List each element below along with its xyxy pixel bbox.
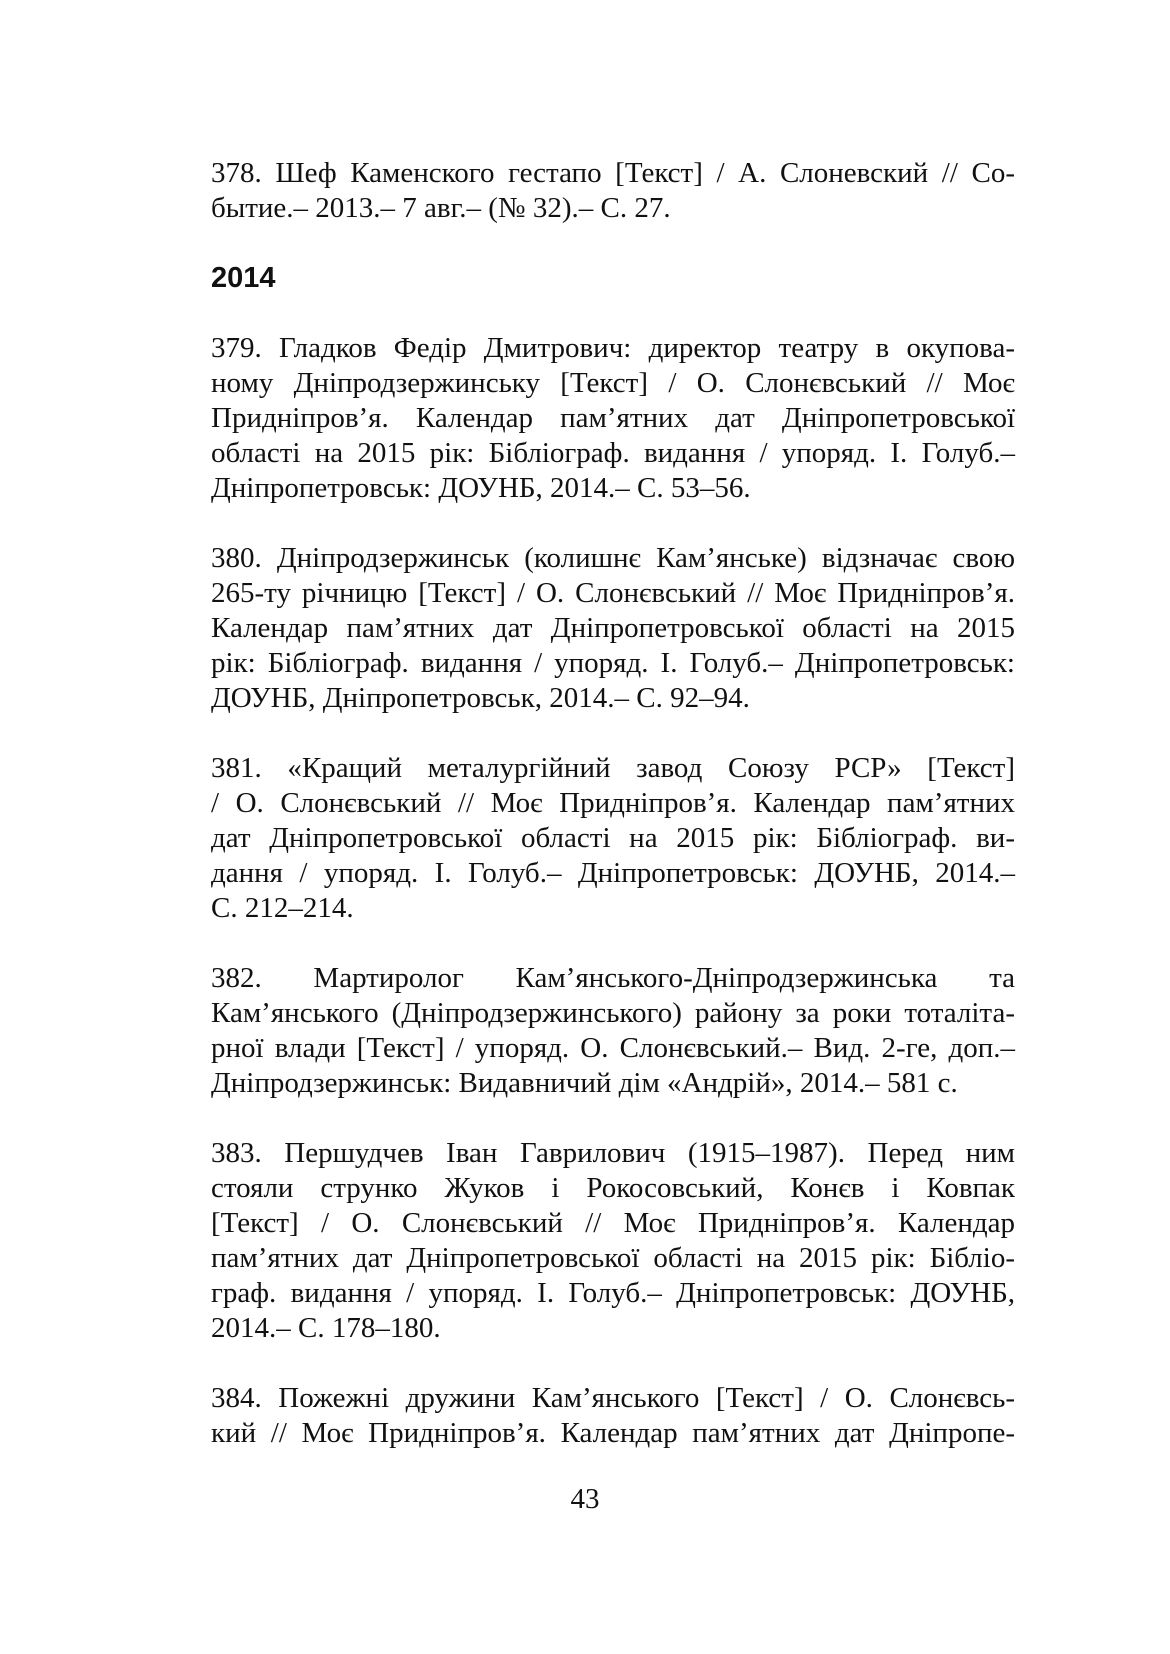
entry-line: бытие.– 2013.– 7 авг.– (№ 32).– С. 27.	[211, 192, 671, 224]
entry-line: Дніпропетровськ: ДОУНБ, 2014.– С. 53–56.	[211, 472, 751, 504]
bibliography-list	[211, 156, 1015, 1486]
entry-line: дат Дніпропетровської області на 2015 рік: Бібліограф. ви-	[211, 822, 1015, 854]
entry-line: рік: Бібліограф. видання / упоряд. І. Голуб.– Дніпропетровськ:	[211, 647, 1015, 679]
entry-line: граф. видання / упоряд. І. Голуб.– Дніпропетровськ: ДОУНБ,	[211, 1277, 1015, 1309]
entry-line: Календар пам’ятних дат Дніпропетровської області на 2015	[211, 612, 1015, 644]
entry-line: 2014.– С. 178–180.	[211, 1312, 441, 1344]
entry-line: області на 2015 рік: Бібліограф. видання / упоряд. І. Голуб.–	[211, 437, 1015, 469]
page-number: 43	[570, 1483, 600, 1515]
entry-380	[211, 541, 1015, 716]
entry-line: Придніпров’я. Календар пам’ятних дат Дніпропетровської	[211, 402, 1015, 434]
entry-379	[211, 331, 1015, 506]
entry-line: стояли струнко Жуков і Рокосовський, Конєв і Ковпак	[211, 1172, 1015, 1204]
entry-line: 381. «Кращий металургійний завод Союзу РСР» [Текст]	[211, 752, 1015, 784]
entry-line: пам’ятних дат Дніпропетровської області на 2015 рік: Бібліо-	[211, 1242, 1015, 1274]
entry-line: ному Дніпродзержинську [Текст] / О. Слонєвський // Моє	[211, 367, 1015, 399]
entry-383	[211, 1136, 1015, 1346]
entry-line: / О. Слонєвський // Моє Придніпров’я. Календар пам’ятних	[211, 787, 1015, 819]
entry-line: кий // Моє Придніпров’я. Календар пам’ятних дат Дніпропе-	[211, 1417, 1015, 1449]
year-heading: 2014	[211, 262, 276, 294]
entry-line: 379. Гладков Федір Дмитрович: директор театру в окупова-	[211, 332, 1015, 364]
entry-line: дання / упоряд. І. Голуб.– Дніпропетровськ: ДОУНБ, 2014.–	[211, 857, 1015, 889]
entry-line: 382. Мартиролог Кам’янського-Дніпродзержинська та	[211, 962, 1015, 994]
entry-line: 383. Першудчев Іван Гаврилович (1915–1987). Перед ним	[211, 1137, 1015, 1169]
entry-381	[211, 751, 1015, 926]
entry-line: Кам’янського (Дніпродзержинського) району за роки тоталіта-	[211, 997, 1015, 1029]
entry-line: 265-ту річницю [Текст] / О. Слонєвський // Моє Придніпров’я.	[211, 577, 1015, 609]
entry-line: рної влади [Текст] / упоряд. О. Слонєвський.– Вид. 2-ге, доп.–	[211, 1032, 1015, 1064]
entry-382	[211, 961, 1015, 1101]
entry-line: 378. Шеф Каменского гестапо [Текст] / А. Слоневский // Со-	[211, 157, 1015, 189]
entry-378	[211, 156, 1015, 226]
entry-line: [Текст] / О. Слонєвський // Моє Придніпров’я. Календар	[211, 1207, 1015, 1239]
entry-line: Дніпродзержинськ: Видавничий дім «Андрій», 2014.– 581 с.	[211, 1067, 958, 1099]
entry-384	[211, 1381, 1015, 1451]
entry-line: 384. Пожежні дружини Кам’янського [Текст] / О. Слонєвсь-	[211, 1382, 1015, 1414]
entry-line: С. 212–214.	[211, 892, 354, 924]
entry-line: ДОУНБ, Дніпропетровськ, 2014.– С. 92–94.	[211, 682, 750, 714]
entry-line: 380. Дніпродзержинськ (колишнє Кам’янське) відзначає свою	[211, 542, 1015, 574]
